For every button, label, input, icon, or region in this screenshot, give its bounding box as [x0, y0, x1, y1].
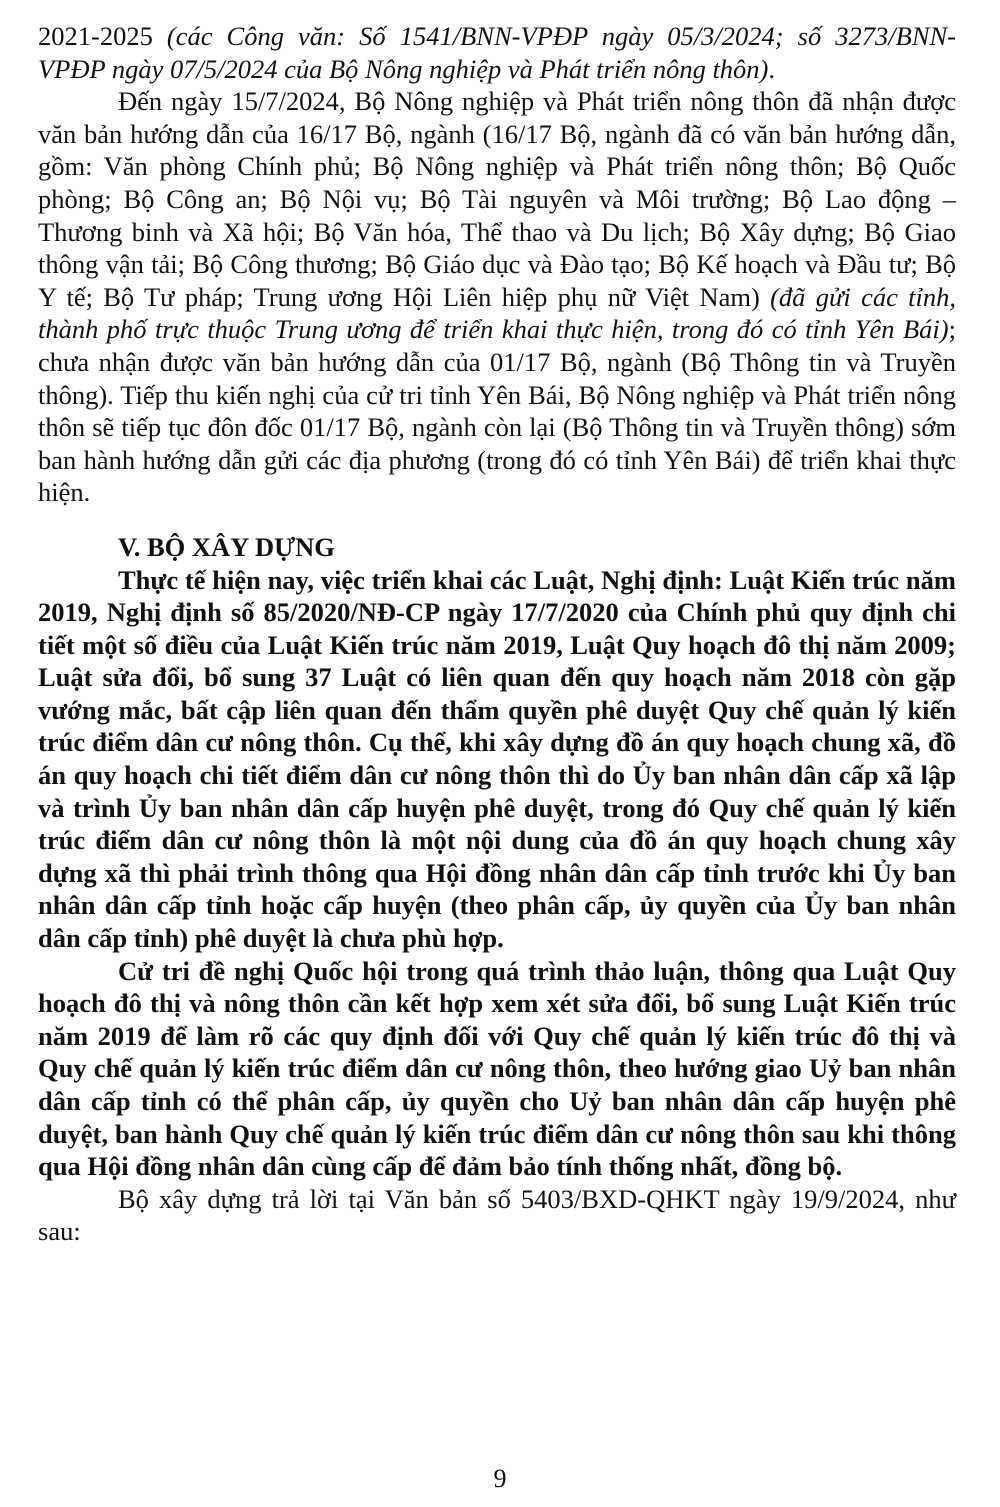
paragraph-voter-proposal: Cử tri đề nghị Quốc hội trong quá trình thảo luận, thông qua Luật Quy hoạch đô thị và nông thôn cần kết hợp xem xét sửa đổi, bổ sung Luật Kiến trúc năm 2019 để làm rõ các quy định đối với Quy chế quản lý kiến trúc đô thị và Quy chế quản lý kiến trúc điểm dân cư nông thôn, theo hướng giao Uỷ ban nhân dân cấp tỉnh có thể phân cấp, ủy quyền cho Uỷ ban nhân dân cấp huyện phê duyệt, ban hành Quy chế quản lý kiến trúc điểm dân cư nông thôn sau khi thông qua Hội đồng nhân dân cùng cấp để đảm bảo tính thống nhất, đồng bộ. — [38, 955, 956, 1182]
paragraph-response-intro: Bộ xây dựng trả lời tại Văn bản số 5403/BXD-QHKT ngày 19/9/2024, như sau: — [38, 1183, 956, 1247]
text-run: ; chưa nhận được văn bản hướng dẫn của 01/17 Bộ, ngành (Bộ Thông tin và Truyền thông). Tiếp thu kiến nghị của cử tri tỉnh Yên Bái, Bộ Nông nghiệp và Phát triển nông thôn sẽ tiếp tục đôn đốc 01/17 Bộ, ngành còn lại (Bộ Thông tin và Truyền thông) sớm ban hành hướng dẫn gửi các địa phương (trong đó có tỉnh Yên Bái) để triển khai thực hiện. — [38, 314, 956, 508]
page-body — [38, 20, 956, 1248]
paragraph-continuation — [38, 20, 956, 85]
page-number: 9 — [493, 1464, 507, 1493]
text-run: Đến ngày 15/7/2024, Bộ Nông nghiệp và Phát triển nông thôn đã nhận được văn bản hướng dẫn của 16/17 Bộ, ngành (16/17 Bộ, ngành đã có văn bản hướng dẫn, gồm: Văn phòng Chính phủ; Bộ Nông nghiệp và Phát triển nông thôn; Bộ Quốc phòng; Bộ Công an; Bộ Nội vụ; Bộ Tài nguyên và Môi trường; Bộ Lao động – Thương binh và Xã hội; Bộ Văn hóa, Thể thao và Du lịch; Bộ Xây dựng; Bộ Giao thông vận tải; Bộ Công thương; Bộ Giáo dục và Đào tạo; Bộ Kế hoạch và Đầu tư; Bộ Y tế; Bộ Tư pháp; Trung ương Hội Liên hiệp phụ nữ Việt Nam) — [38, 86, 956, 312]
italic-citation: (các Công văn: Số 1541/BNN-VPĐP ngày 05/3/2024; số 3273/BNN-VPĐP ngày 07/5/2024 của Bộ Nông nghiệp và Phát triển nông thôn) — [38, 21, 957, 84]
paragraph-ministry-guidance — [38, 85, 956, 509]
text-run: 2021-2025 — [38, 21, 167, 51]
text-run: . — [768, 53, 776, 84]
paragraph-voter-issue: Thực tế hiện nay, việc triển khai các Luật, Nghị định: Luật Kiến trúc năm 2019, Nghị định số 85/2020/NĐ-CP ngày 17/7/2020 của Chính phủ quy định chi tiết một số điều của Luật Kiến trúc năm 2019, Luật Quy hoạch đô thị năm 2009; Luật sửa đổi, bổ sung 37 Luật có liên quan đến quy hoạch năm 2018 còn gặp vướng mắc, bất cập liên quan đến thẩm quyền phê duyệt Quy chế quản lý kiến trúc điểm dân cư nông thôn. Cụ thể, khi xây dựng đồ án quy hoạch chung xã, đồ án quy hoạch chi tiết điểm dân cư nông thôn thì do Ủy ban nhân dân cấp xã lập và trình Ủy ban nhân dân cấp huyện phê duyệt, trong đó Quy chế quản lý kiến trúc điểm dân cư nông thôn là một nội dung của đồ án quy hoạch chung xây dựng xã thì phải trình thông qua Hội đồng nhân dân cấp tỉnh trước khi Ủy ban nhân dân cấp tỉnh hoặc cấp huyện (theo phân cấp, ủy quyền của Ủy ban nhân dân cấp tỉnh) phê duyệt là chưa phù hợp. — [38, 564, 956, 954]
italic-note: (đã gửi các tỉnh, thành phố trực thuộc Trung ương để triển khai thực hiện, trong đó có tỉnh Yên Bái) — [38, 281, 956, 345]
section-heading: V. BỘ XÂY DỰNG — [118, 531, 335, 562]
